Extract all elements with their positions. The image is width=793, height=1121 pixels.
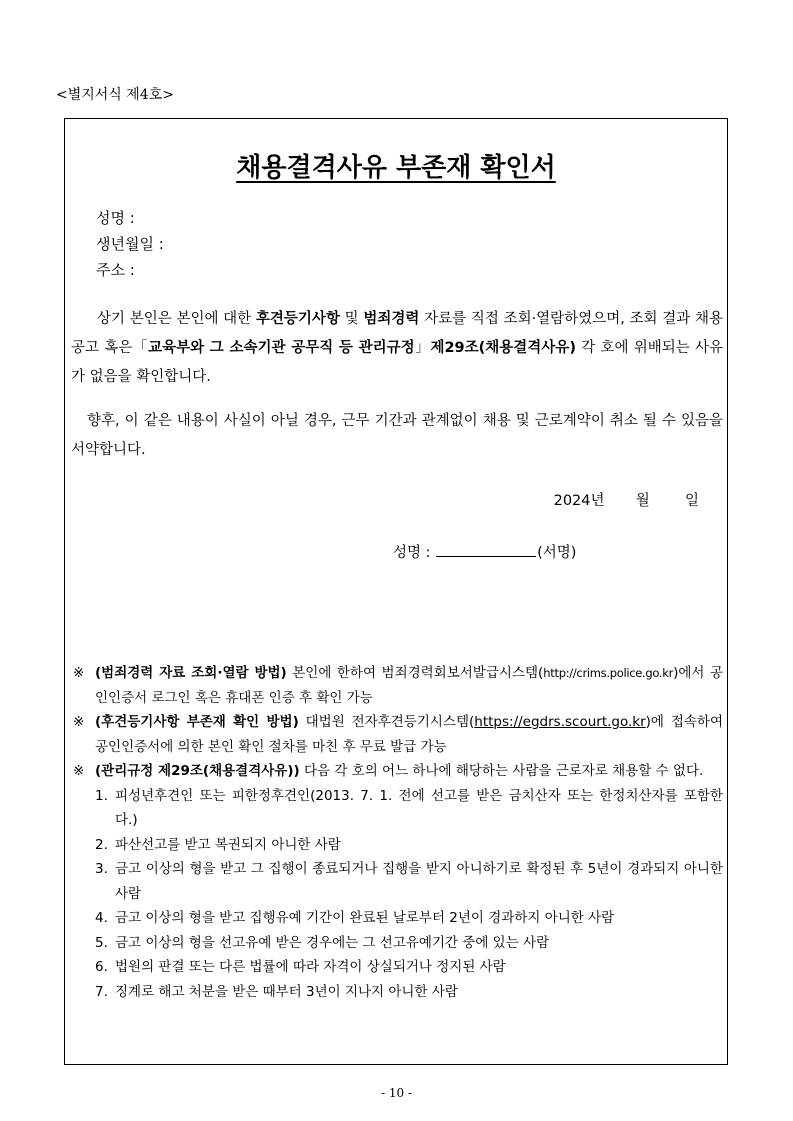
item-number: 3. <box>95 861 108 877</box>
document-title <box>65 147 727 184</box>
para1-text-1: 상기 본인은 본인에 대한 <box>97 311 256 327</box>
para1-bold-criminal-record: 범죄경력 <box>363 311 420 327</box>
para1-bold-guardianship: 후견등기사항 <box>255 311 340 327</box>
signature-suffix: (서명) <box>537 545 577 561</box>
item-number: 7. <box>95 983 108 1000</box>
pledge-paragraph: 향후, 이 같은 내용이 사실이 아닐 경우, 근무 기간과 관계없이 채용 및 근로계약이 취소 될 수 있음을 서약합니다. <box>71 413 723 458</box>
crims-link[interactable]: http://crims.police.go.kr <box>543 666 674 680</box>
signature-line <box>393 541 576 562</box>
para1-text-5: 각 호에 위배되는 사유가 없음을 확인합니다. <box>71 340 724 385</box>
list-item <box>71 906 723 931</box>
form-number-label: <별지서식 제4호> <box>56 87 174 103</box>
name-field <box>96 207 139 228</box>
item-number: 2. <box>95 836 108 853</box>
item-number: 5. <box>95 934 108 951</box>
note-text: )에서 공인인증서 로그인 혹은 휴대폰 인증 후 확인 가능 <box>95 665 723 706</box>
birth-date-field <box>96 233 168 254</box>
item-text: 법원의 판결 또는 다른 법률에 따라 자격이 상실되거나 정지된 사람 <box>115 959 506 975</box>
document-title-text: 채용결격사유 부존재 확인서 <box>236 153 556 183</box>
reference-mark: ※ <box>73 714 85 730</box>
list-item <box>71 955 723 980</box>
para1-text-4: 」 <box>414 340 431 356</box>
notes-section <box>71 661 723 1004</box>
list-item <box>71 931 723 956</box>
item-number: 1. <box>95 787 108 804</box>
name-label: 성명 : <box>96 209 135 227</box>
address-field <box>96 259 139 280</box>
para1-bold-article: 제29조(채용결격사유) <box>430 340 576 356</box>
date-day: 일 <box>684 493 699 509</box>
list-item <box>71 784 723 833</box>
item-text: 금고 이상의 형을 받고 그 집행이 종료되거나 집행을 받지 아니하기로 확정된 후 5년이 경과되지 아니한 사람 <box>115 861 723 902</box>
date-year: 2024년 <box>553 493 605 509</box>
reference-mark: ※ <box>73 665 85 681</box>
signature-blank <box>436 542 536 557</box>
date-line <box>554 489 699 510</box>
item-number: 4. <box>95 910 108 926</box>
note-text: )에 접속하여 공인인증서에 의한 본인 확인 절차를 마친 후 무료 발급 가능 <box>95 714 724 755</box>
list-item <box>71 833 723 858</box>
note-text: 본인에 한하여 범죄경력회보서발급시스템( <box>286 665 544 681</box>
list-item <box>71 857 723 906</box>
birth-date-label: 생년월일 : <box>96 235 164 253</box>
date-month: 월 <box>635 493 650 509</box>
disqualification-list <box>71 784 723 1005</box>
para1-bold-regulation: 교육부와 그 소속기관 공무직 등 관리규정 <box>148 340 415 356</box>
egdrs-link[interactable]: https://egdrs.scourt.go.kr <box>474 714 646 730</box>
note-regulation-article <box>71 759 723 784</box>
reference-mark: ※ <box>73 763 85 779</box>
note-title: (관리규정 제29조(채용결격사유)) <box>95 763 300 779</box>
address-label: 주소 : <box>96 261 135 279</box>
confirmation-paragraph <box>71 305 723 392</box>
para1-text-2: 및 <box>339 311 364 327</box>
note-title: (범죄경력 자료 조회·열람 방법) <box>95 665 287 681</box>
item-text: 파산선고를 받고 복권되지 아니한 사람 <box>115 836 341 853</box>
note-criminal-record-method <box>71 661 723 710</box>
item-text: 금고 이상의 형을 받고 집행유예 기간이 완료된 날로부터 2년이 경과하지 아니한 사람 <box>115 910 615 926</box>
list-item <box>71 980 723 1005</box>
note-title: (후견등기사항 부존재 확인 방법) <box>95 714 299 730</box>
item-text: 금고 이상의 형을 선고유예 받은 경우에는 그 선고유예기간 중에 있는 사람 <box>115 934 550 951</box>
note-text: 다음 각 호의 어느 하나에 해당하는 사람을 근로자로 채용할 수 없다. <box>299 763 704 779</box>
page-number: - 10 - <box>380 1086 412 1100</box>
note-guardianship-method <box>71 710 723 759</box>
item-number: 6. <box>95 959 108 975</box>
item-text: 피성년후견인 또는 피한정후견인(2013. 7. 1. 전에 선고를 받은 금치산자 또는 한정치산자를 포함한다.) <box>115 787 723 828</box>
note-text: 대법원 전자후견등기시스템( <box>298 714 475 730</box>
confirmation-document <box>64 118 728 1065</box>
item-text: 징계로 해고 처분을 받은 때부터 3년이 지나지 아니한 사람 <box>115 983 458 1000</box>
signature-label: 성명 : <box>393 545 431 561</box>
para1-text-3: 자료를 직접 조회·열람하였으며, 조회 결과 채용공고 혹은「 <box>71 311 723 356</box>
